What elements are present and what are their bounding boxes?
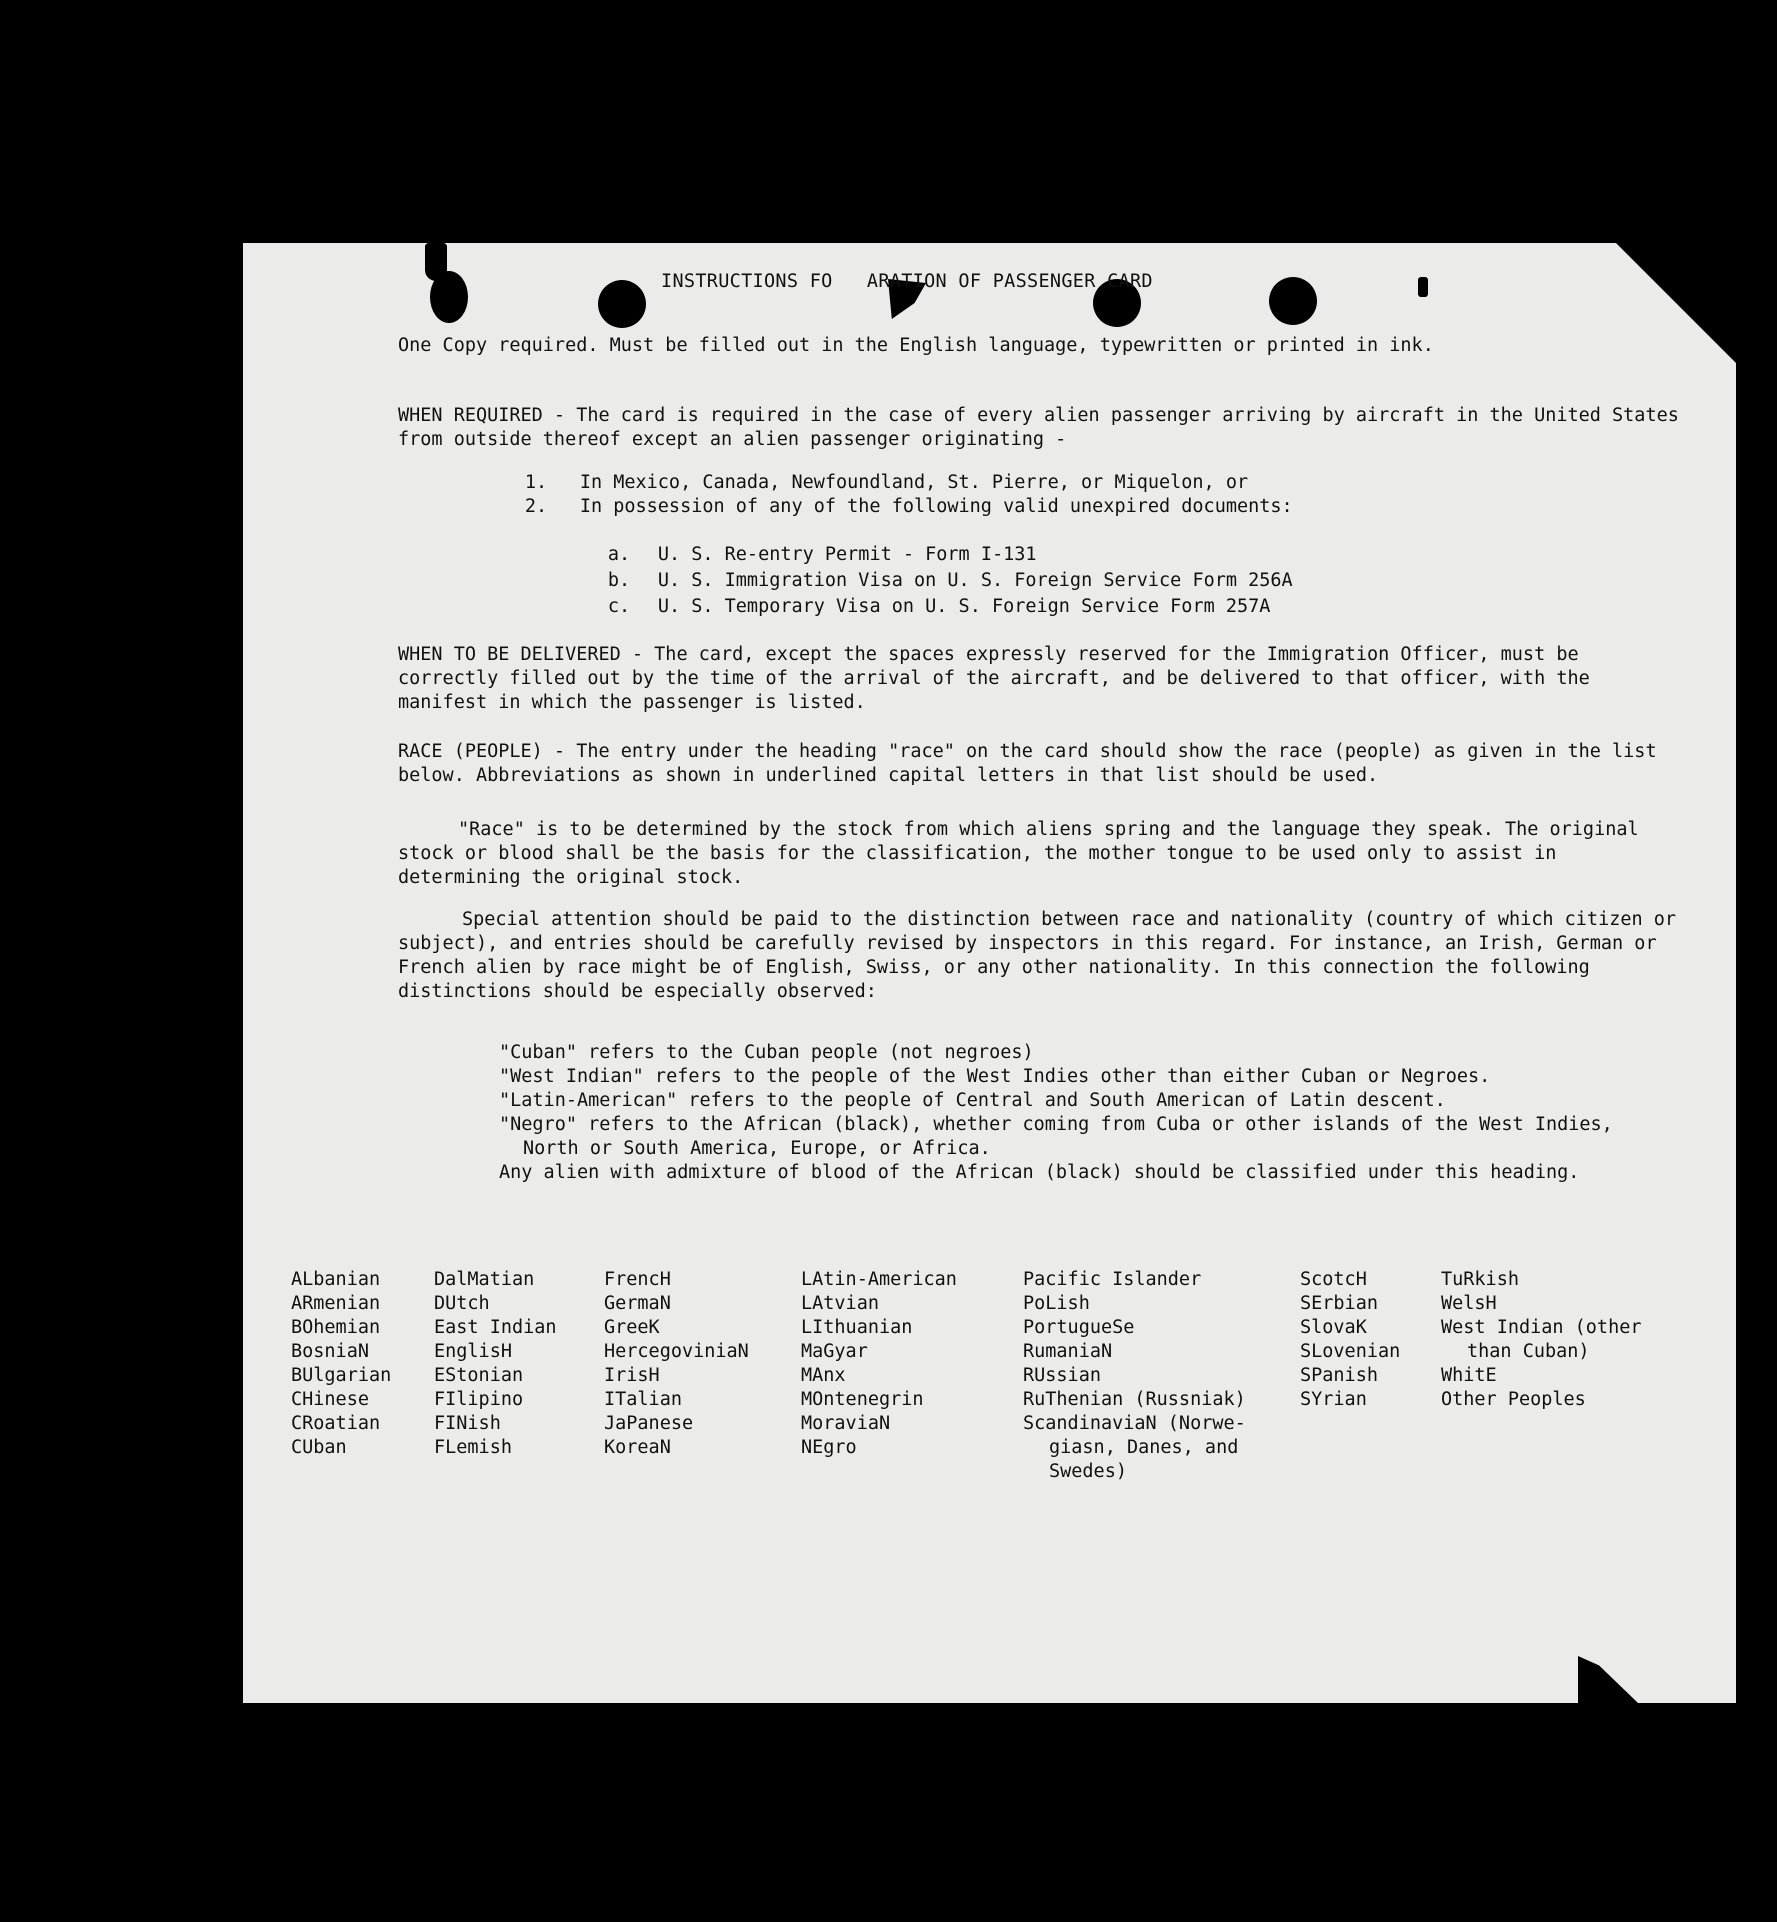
race-column — [291, 1268, 434, 1484]
race-entry: DUtch — [434, 1293, 490, 1314]
definition-item: "Negro" refers to the African (black), whether coming from Cuba or other islands of the West Indies, North or South America, Europe, or Africa. — [499, 1114, 1613, 1159]
when-delivered-paragraph: WHEN TO BE DELIVERED - The card, except the spaces expressly reserved for the Immigration Officer, must be correctly filled out by the time of the arrival of the aircraft, and be delivered to that officer, with the manifest in which the passenger is listed. — [398, 644, 1590, 713]
race-column — [604, 1268, 801, 1484]
race-entry: FLemish — [434, 1437, 512, 1458]
race-entry: giasn, Danes, and — [1049, 1437, 1239, 1458]
race-entry: BOhemian — [291, 1317, 381, 1338]
race-entry: RumaniaN — [1023, 1341, 1113, 1362]
race-entry: LIthuanian — [801, 1317, 913, 1338]
race-entry: MOntenegrin — [801, 1389, 924, 1410]
race-entry: CRoatian — [291, 1413, 381, 1434]
definition-item: "Latin-American" refers to the people of Central and South American of Latin descent. — [499, 1090, 1446, 1111]
race-entry: ITalian — [604, 1389, 682, 1410]
race-entry: EnglisH — [434, 1341, 512, 1362]
condition-item: 2. In possession of any of the following valid unexpired documents: — [524, 496, 1293, 517]
race-entry: FIlipino — [434, 1389, 524, 1410]
race-column — [1023, 1268, 1300, 1484]
race-entry: Pacific Islander — [1023, 1269, 1202, 1290]
intro-paragraph: One Copy required. Must be filled out in the English language, typewritten or printed in ink. — [398, 335, 1434, 356]
document-page — [243, 243, 1736, 1703]
race-entry: MaGyar — [801, 1341, 868, 1362]
document-title: INSTRUCTIONS FO ARATION OF PASSENGER CARD — [661, 271, 1153, 292]
race-entry: PoLish — [1023, 1293, 1090, 1314]
race-entry: BUlgarian — [291, 1365, 392, 1386]
document-item: b. U. S. Immigration Visa on U. S. Foreign Service Form 256A — [607, 570, 1293, 591]
race-entry: ScandinaviaN (Norwe- — [1023, 1413, 1246, 1434]
race-entry: CUban — [291, 1437, 347, 1458]
race-entry: ALbanian — [291, 1269, 381, 1290]
race-entry: SLovenian — [1300, 1341, 1401, 1362]
race-entry: than Cuban) — [1467, 1341, 1590, 1362]
race-entry: ScotcH — [1300, 1269, 1367, 1290]
race-entry: NEgro — [801, 1437, 857, 1458]
race-entry: BosniaN — [291, 1341, 369, 1362]
definition-item: Any alien with admixture of blood of the African (black) should be classified under this heading. — [499, 1162, 1580, 1183]
race-entry: DalMatian — [434, 1269, 535, 1290]
race-entry: GermaN — [604, 1293, 671, 1314]
race-entry: SlovaK — [1300, 1317, 1367, 1338]
race-entry: MAnx — [801, 1365, 846, 1386]
race-list — [291, 1268, 1671, 1484]
race-entry: EStonian — [434, 1365, 524, 1386]
document-item: a. U. S. Re-entry Permit - Form I-131 — [607, 544, 1037, 565]
definition-item: "West Indian" refers to the people of the West Indies other than either Cuban or Negroes. — [499, 1066, 1491, 1087]
definition-item: "Cuban" refers to the Cuban people (not negroes) — [499, 1042, 1034, 1063]
race-column — [1300, 1268, 1441, 1484]
race-entry: Swedes) — [1049, 1461, 1127, 1482]
race-column — [801, 1268, 1023, 1484]
race-column — [1441, 1268, 1671, 1484]
race-entry: CHinese — [291, 1389, 369, 1410]
race-entry: MoraviaN — [801, 1413, 891, 1434]
race-entry: SErbian — [1300, 1293, 1378, 1314]
race-entry: FINish — [434, 1413, 501, 1434]
race-entry: IrisH — [604, 1365, 660, 1386]
race-definition-paragraph: "Race" is to be determined by the stock from which aliens spring and the language they speak. The original stock or blood shall be the basis for the classification, the mother tongue to be used only to assist in determining the original stock. — [398, 819, 1639, 888]
document-item: c. U. S. Temporary Visa on U. S. Foreign Service Form 257A — [607, 596, 1271, 617]
race-entry: RuThenian (Russniak) — [1023, 1389, 1246, 1410]
condition-item: 1. In Mexico, Canada, Newfoundland, St. Pierre, or Miquelon, or — [524, 472, 1249, 493]
race-column — [434, 1268, 604, 1484]
race-entry: KoreaN — [604, 1437, 671, 1458]
race-entry: PortugueSe — [1023, 1317, 1135, 1338]
race-entry: Other Peoples — [1441, 1389, 1586, 1410]
race-people-paragraph: RACE (PEOPLE) - The entry under the heading "race" on the card should show the race (people) as given in the list below. Abbreviations as shown in underlined capital letters in that list should be used. — [398, 741, 1657, 786]
race-entry: ARmenian — [291, 1293, 381, 1314]
race-entry: HercegoviniaN — [604, 1341, 749, 1362]
race-entry: RUssian — [1023, 1365, 1101, 1386]
when-required-paragraph: WHEN REQUIRED - The card is required in the case of every alien passenger arriving by aircraft in the United States from outside thereof except an alien passenger originating - — [398, 405, 1679, 450]
race-entry: WelsH — [1441, 1293, 1497, 1314]
race-entry: West Indian (other — [1441, 1317, 1642, 1338]
race-entry: LAtin-American — [801, 1269, 957, 1290]
race-entry: FrencH — [604, 1269, 671, 1290]
special-attention-paragraph: Special attention should be paid to the distinction between race and nationality (country of which citizen or subject), and entries should be carefully revised by inspectors in this regard. For instance, an Irish, German or French alien by race might be of English, Swiss, or any other nationality. In this connection the following distinctions should be especially observed: — [398, 909, 1677, 1002]
race-entry: JaPanese — [604, 1413, 694, 1434]
race-entry: East Indian — [434, 1317, 557, 1338]
race-entry: SPanish — [1300, 1365, 1378, 1386]
document-body — [243, 243, 1736, 1482]
ink-blot — [1578, 1656, 1638, 1703]
race-entry: SYrian — [1300, 1389, 1367, 1410]
race-entry: WhitE — [1441, 1365, 1497, 1386]
race-entry: TuRkish — [1441, 1269, 1519, 1290]
race-entry: GreeK — [604, 1317, 660, 1338]
race-entry: LAtvian — [801, 1293, 879, 1314]
